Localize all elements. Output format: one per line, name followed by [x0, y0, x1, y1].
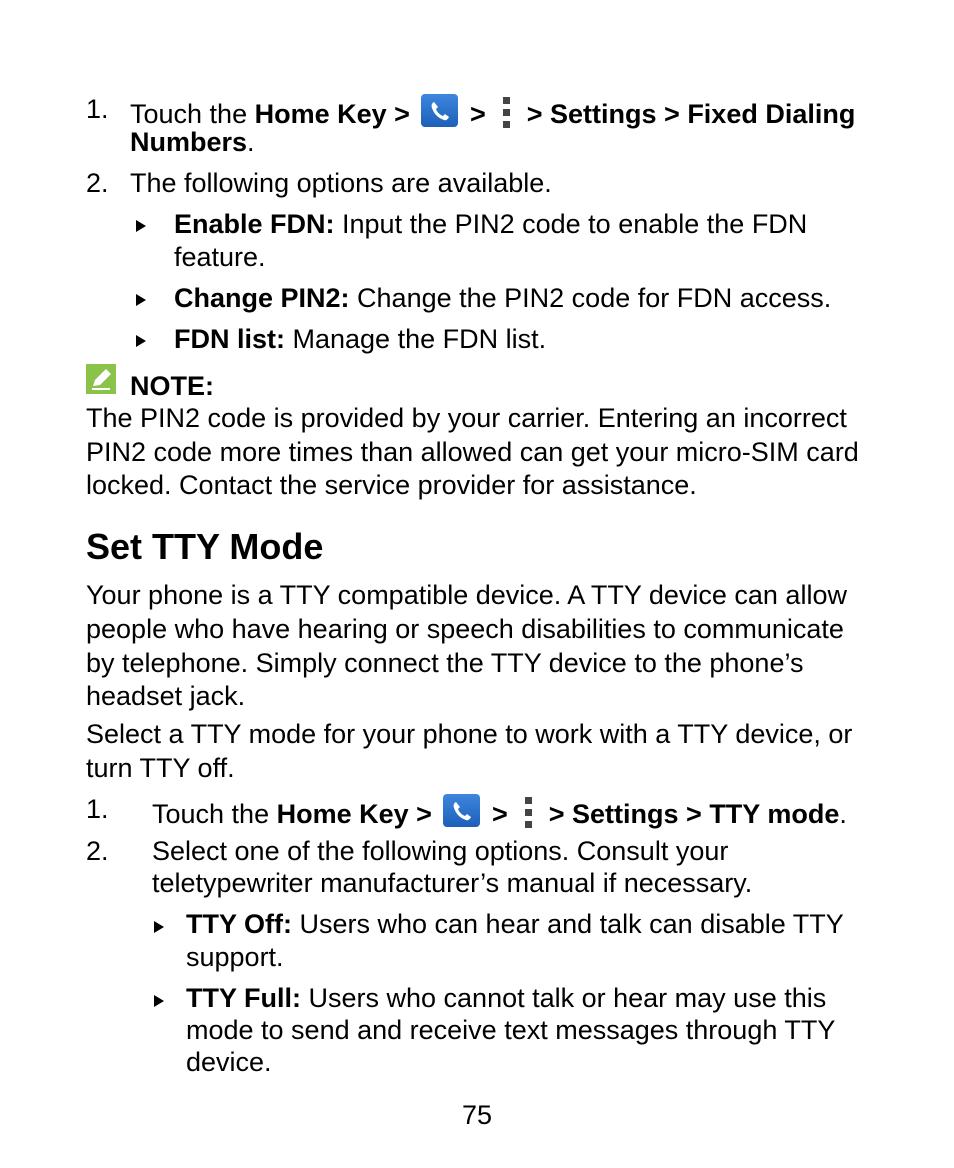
bullet-triangle-icon — [154, 921, 164, 933]
option-label: FDN list: — [174, 324, 285, 354]
tty-step-1-settings-path: > Settings > TTY mode — [548, 799, 840, 829]
option-text: Input the PIN2 code to enable the FDN — [334, 209, 808, 239]
option-label: Enable FDN: — [174, 209, 335, 239]
option-text: Users who can hear and talk can disable TTY — [291, 909, 844, 939]
note-icon — [86, 364, 116, 394]
option-label: Change PIN2: — [174, 283, 350, 313]
para1-line-1: Your phone is a TTY compatible device. A TTY device can allow — [86, 580, 847, 610]
para1-line-2: people who have hearing or speech disabilities to communicate — [86, 614, 844, 644]
option-tty-full-line-2: mode to send and receive text messages through TTY — [186, 1015, 836, 1045]
bullet-triangle-icon — [136, 335, 146, 347]
menu-icon — [523, 795, 533, 829]
option-enable-fdn-line-2: feature. — [174, 242, 266, 272]
para1-line-4: headset jack. — [86, 681, 246, 711]
step-1-touch-text: Touch the — [130, 99, 255, 129]
option-change-pin2 — [174, 283, 831, 314]
tty-step-2-line-2: teletypewriter manufacturer’s manual if necessary. — [152, 868, 753, 898]
step-2-number: 2. — [86, 168, 109, 198]
note-line-3: locked. Contact the service provider for assistance. — [86, 470, 697, 500]
option-tty-full — [186, 983, 826, 1014]
tty-step-2-number: 2. — [86, 836, 109, 866]
option-enable-fdn — [174, 209, 807, 240]
phone-icon — [421, 94, 458, 127]
bullet-triangle-icon — [136, 294, 146, 306]
tty-step-1-number: 1. — [86, 794, 109, 824]
bullet-triangle-icon — [154, 995, 164, 1007]
tty-step-1-touch-text: Touch the — [152, 799, 277, 829]
option-label: TTY Full: — [186, 983, 301, 1013]
para1-line-3: by telephone. Simply connect the TTY device to the phone’s — [86, 648, 804, 678]
step-1-period: . — [247, 127, 255, 157]
option-tty-full-line-3: device. — [186, 1047, 272, 1077]
option-tty-off-line-2: support. — [186, 942, 284, 972]
note-line-2: PIN2 code more times than allowed can get your micro-SIM card — [86, 437, 859, 467]
step-2-text: The following options are available. — [130, 168, 552, 198]
tty-step-1-period: . — [839, 799, 847, 829]
phone-icon — [443, 794, 480, 827]
option-text: Users who cannot talk or hear may use this — [301, 983, 827, 1013]
tty-step-2-line-1: Select one of the following options. Consult your — [152, 836, 729, 866]
para2-line-1: Select a TTY mode for your phone to work with a TTY device, or — [86, 719, 853, 749]
para2-line-2: turn TTY off. — [86, 753, 235, 783]
tty-step-1-separator: > — [491, 799, 508, 829]
step-1-line-1 — [130, 94, 855, 130]
menu-icon — [501, 95, 511, 129]
section-heading: Set TTY Mode — [86, 526, 324, 567]
step-1-separator: > — [469, 99, 486, 129]
option-label: TTY Off: — [186, 909, 292, 939]
tty-step-1-line — [152, 794, 847, 830]
option-text: Manage the FDN list. — [285, 324, 547, 354]
step-1-settings-path: > Settings > Fixed Dialing — [526, 99, 856, 129]
tty-step-1-home-key: Home Key > — [276, 799, 432, 829]
step-1-line-2 — [130, 127, 255, 158]
note-line-1: The PIN2 code is provided by your carrier. Entering an incorrect — [86, 403, 847, 433]
option-text: Change the PIN2 code for FDN access. — [349, 283, 832, 313]
option-tty-off — [186, 909, 844, 940]
option-fdn-list — [174, 324, 546, 355]
page-number: 75 — [461, 1100, 493, 1130]
bullet-triangle-icon — [136, 220, 146, 232]
note-label: NOTE: — [130, 371, 214, 401]
step-1-home-key: Home Key > — [254, 99, 410, 129]
step-1-numbers: Numbers — [130, 127, 248, 157]
step-1-number: 1. — [86, 94, 109, 124]
